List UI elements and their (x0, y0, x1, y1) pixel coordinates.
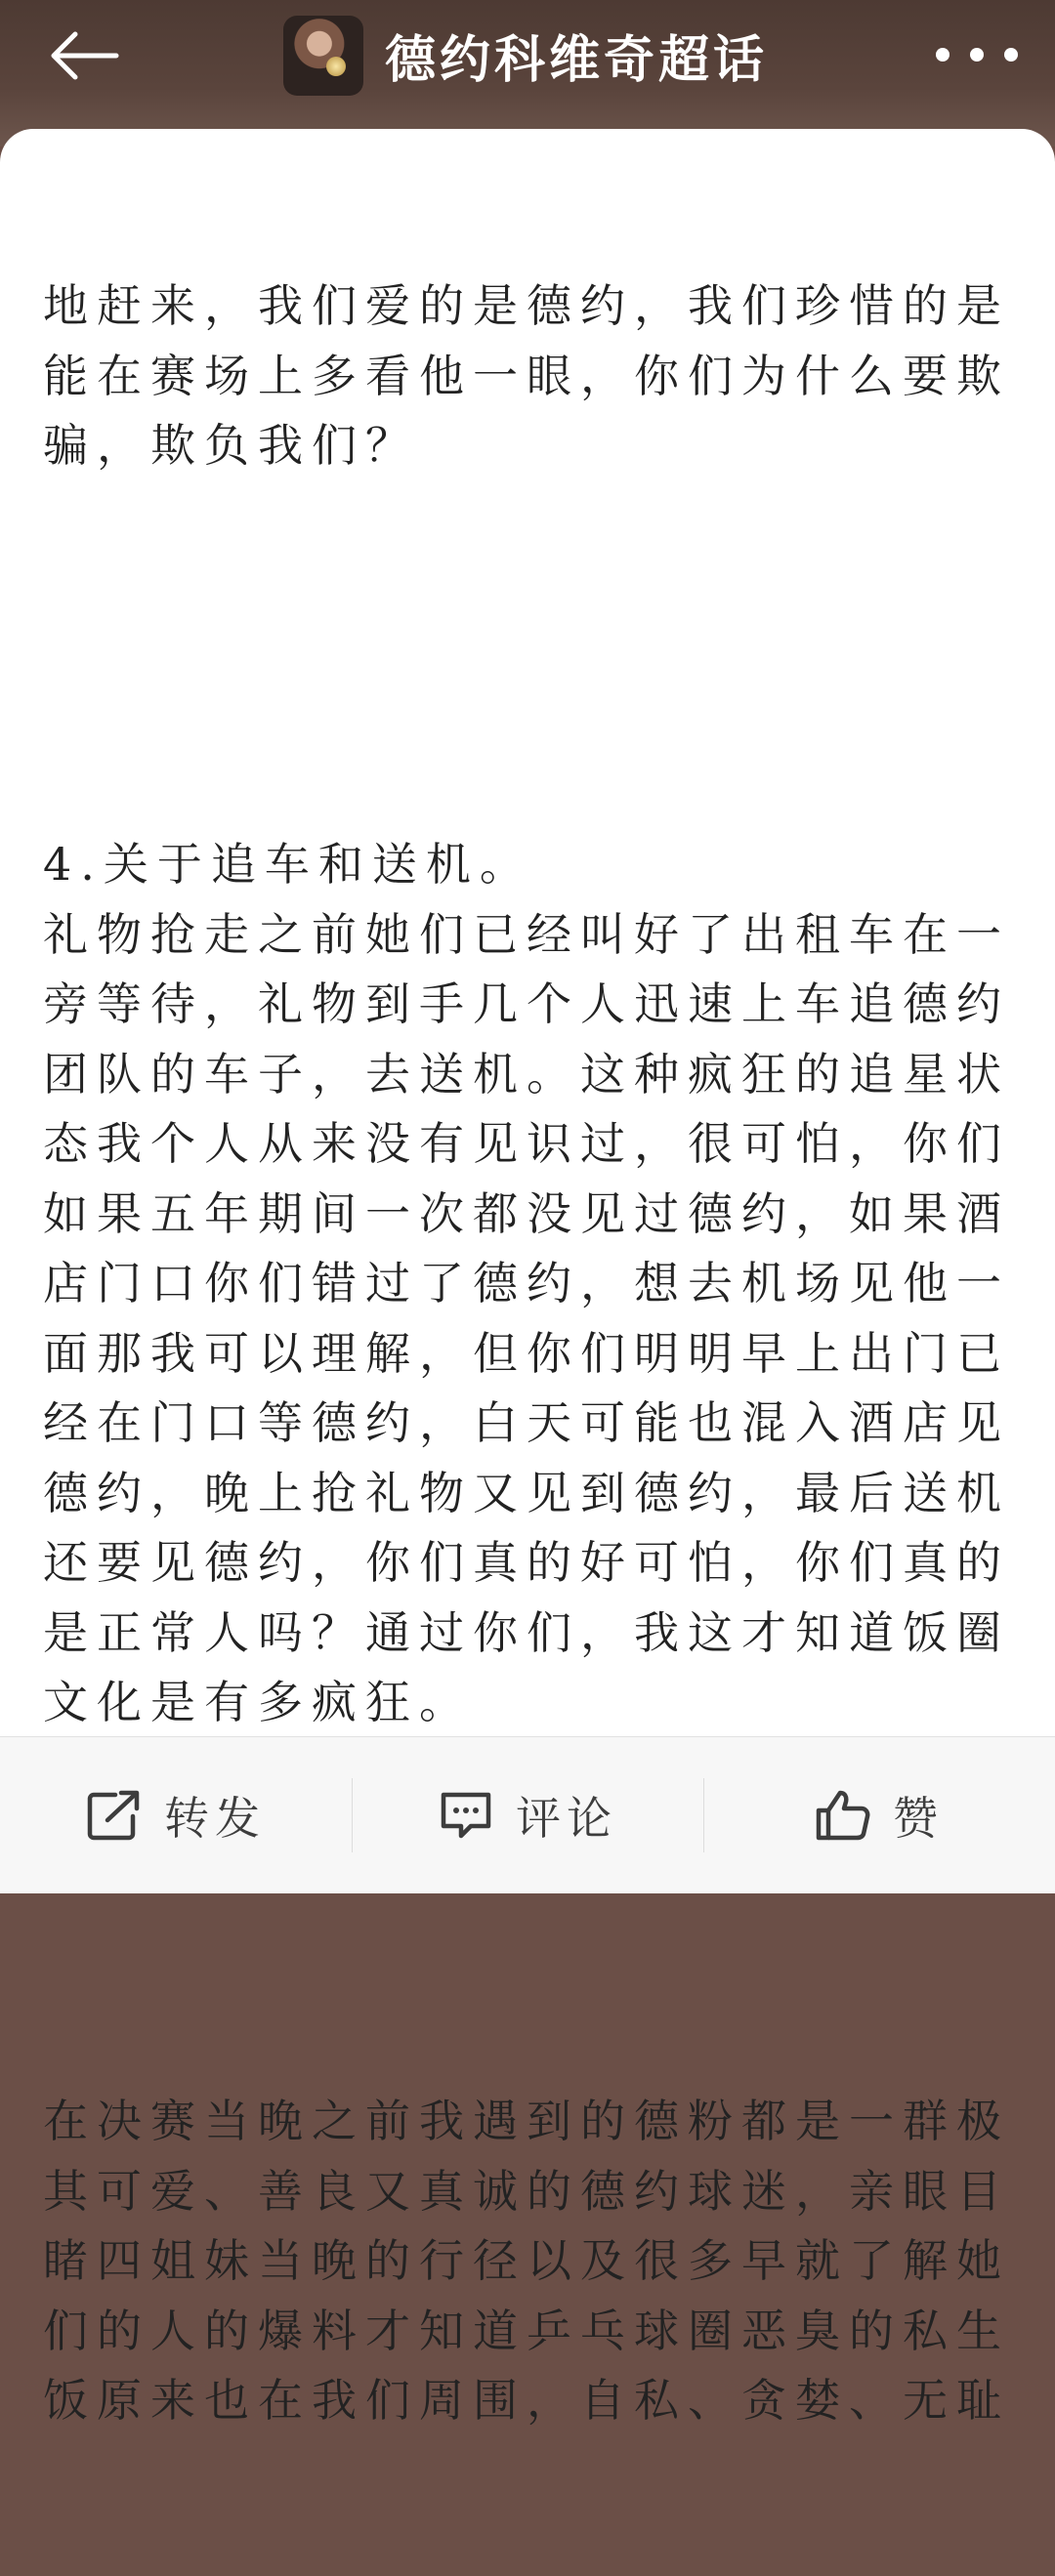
more-dot-icon (936, 48, 950, 62)
post-body (0, 129, 1055, 2576)
comment-icon (438, 1789, 494, 1842)
action-bar (0, 1736, 1055, 1893)
comment-button[interactable] (352, 1737, 703, 1893)
page-title: 德约科维奇超话 (385, 31, 769, 90)
top-bar (0, 0, 1055, 146)
repost-label: 转发 (164, 1792, 266, 1845)
like-button[interactable] (703, 1737, 1055, 1893)
share-icon (86, 1789, 143, 1842)
medal-image (326, 57, 346, 76)
thumbs-up-icon (815, 1789, 871, 1842)
back-button[interactable] (39, 21, 127, 90)
post-paragraph: 地赶来，我们爱的是德约，我们珍惜的是能在赛场上多看他一眼，你们为什么要欺骗，欺负我们？ (43, 279, 1010, 472)
topic-avatar[interactable] (283, 16, 363, 96)
comment-label: 评论 (516, 1792, 617, 1845)
paragraph-gap (43, 621, 1012, 691)
like-label: 赞 (893, 1792, 944, 1845)
post-paragraph: 4.关于追车和送机。 礼物抢走之前她们已经叫好了出租车在一旁等待，礼物到手几个人迅速上车追德约团队的车子，去送机。这种疯狂的追星状态我个人从来没有见识过，很可怕，你们如果五年期间一次都没见过德约，如果酒店门口你们错过了德约，想去机场见他一面那我可以理解，但你们明明早上出门已经在门口等德约，白天可能也混入酒店见德约，晚上抢礼物又见到德约，最后送机还要见德约，你们真的好可怕，你们真的是正常人吗？通过你们，我这才知道饭圈文化是有多疯狂。 (43, 838, 1010, 1728)
more-options-button[interactable] (936, 35, 1018, 74)
more-dot-icon (970, 48, 984, 62)
post-paragraph: 在决赛当晚之前我遇到的德粉都是一群极其可爱、善良又真诚的德约球迷，亲眼目睹四姐妹当晚的行径以及很多早就了解她们的人的爆料才知道乒乓球圈恶臭的私生饭原来也在我们周围，自私、贪婪、无耻 (43, 2095, 1010, 2427)
more-dot-icon (1004, 48, 1018, 62)
back-arrow-icon (48, 30, 118, 81)
repost-button[interactable] (0, 1737, 352, 1893)
